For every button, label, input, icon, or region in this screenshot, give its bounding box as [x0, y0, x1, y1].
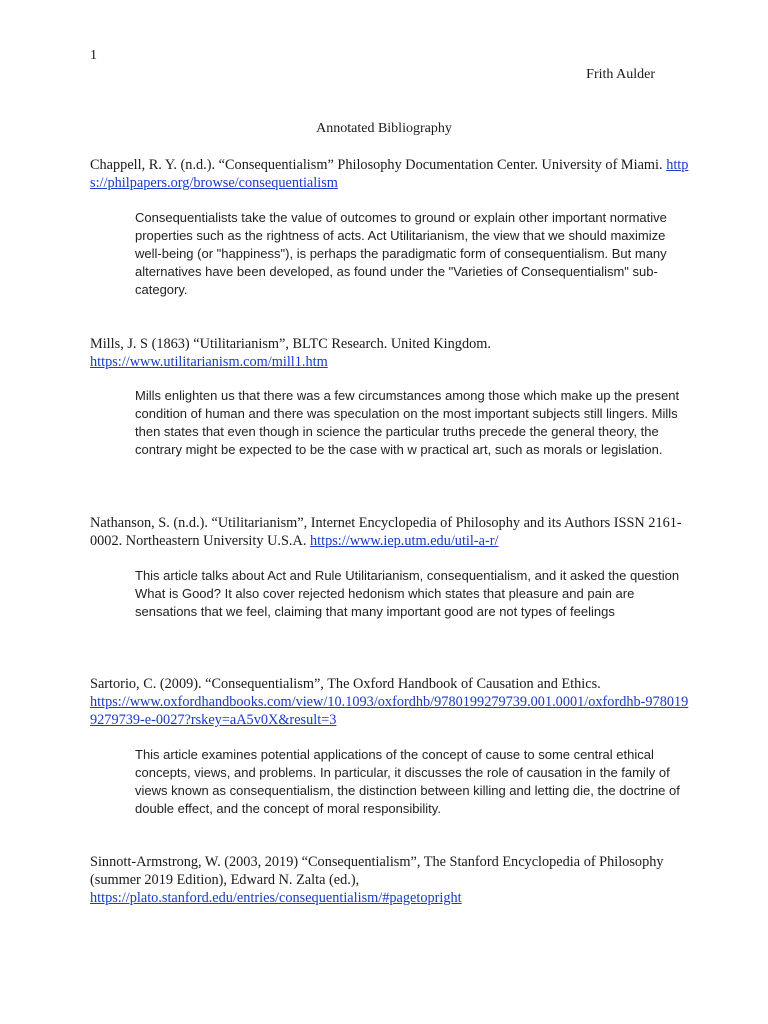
author-name: Frith Aulder — [586, 67, 655, 82]
citation-text: Sartorio, C. (2009). “Consequentialism”, The Oxford Handbook of Causation and Ethics. — [90, 676, 601, 692]
page-number: 1 — [90, 48, 97, 63]
citation-link[interactable]: https://www.oxfordhandbooks.com/view/10.1093/oxfordhb/9780199279739.001.0001/oxfordhb-9780199279739-e-0027?rskey=aA5v0X&result=3 — [90, 694, 689, 728]
citation-link[interactable]: https://philpapers.org/browse/consequentialism — [90, 157, 689, 191]
citation-nathanson — [90, 514, 690, 550]
citation-mills — [90, 335, 690, 371]
citation-text: Sinnott-Armstrong, W. (2003, 2019) “Consequentialism”, The Stanford Encyclopedia of Philosophy (summer 2019 Edition), Edward N. Zalta (ed.), — [90, 854, 664, 888]
citation-link[interactable]: https://www.iep.utm.edu/util-a-r/ — [310, 533, 499, 549]
citation-text: Nathanson, S. (n.d.). “Utilitarianism”, Internet Encyclopedia of Philosophy and its Authors ISSN 2161-0002. Northeastern University U.S.A. — [90, 515, 682, 549]
citation-text: Mills, J. S (1863) “Utilitarianism”, BLTC Research. United Kingdom. — [90, 336, 491, 352]
citation-chappell — [90, 156, 690, 192]
annotation-sartorio: This article examines potential applications of the concept of cause to some central ethical concepts, views, and problems. In particular, it discusses the role of causation in the family of views known as consequentialism, the distinction between killing and letting die, the doctrine of double effect, and the concept of moral responsibility. — [135, 747, 680, 816]
annotation-nathanson: This article talks about Act and Rule Utilitarianism, consequentialism, and it asked the question What is Good? It also cover rejected hedonism which states that pleasure and pain are sensations that we feel, claiming that many important good are not types of feelings — [135, 568, 680, 619]
citation-link[interactable]: https://www.utilitarianism.com/mill1.htm — [90, 354, 328, 370]
annotation-mills: Mills enlighten us that there was a few circumstances among those which make up the present condition of human and there was speculation on the most important subjects still lingers. Mills then states that even though in science the particular truths precede the general theory, the contrary might be expected to be the case with w practical art, such as morals or legislation. — [135, 388, 680, 457]
citation-text: Chappell, R. Y. (n.d.). “Consequentialism” Philosophy Documentation Center. University of Miami. — [90, 157, 663, 173]
citation-sartorio — [90, 675, 690, 729]
page-title: Annotated Bibliography — [316, 121, 452, 136]
citation-link[interactable]: https://plato.stanford.edu/entries/consequentialism/#pagetopright — [90, 890, 462, 906]
annotation-chappell: Consequentialists take the value of outcomes to ground or explain other important normative properties such as the rightness of acts. Act Utilitarianism, the view that we should maximize well-being (or "happiness"), is perhaps the paradigmatic form of consequentialism. But many alternatives have been developed, as found under the "Varieties of Consequentialism" sub-category. — [135, 210, 667, 297]
citation-sinnott-armstrong — [90, 853, 690, 907]
